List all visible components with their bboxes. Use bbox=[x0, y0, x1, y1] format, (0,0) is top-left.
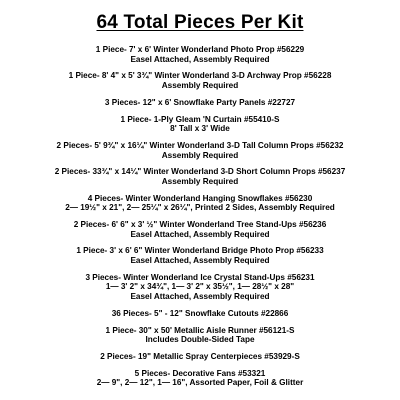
kit-item-detail: Easel Attached, Assembly Required bbox=[130, 256, 270, 265]
kit-item-heading: 2 Pieces- 33¾" x 14¼" Winter Wonderland 3-D Short Column Props #56237 bbox=[54, 167, 346, 177]
item-list bbox=[6, 45, 394, 395]
kit-item bbox=[6, 141, 394, 160]
kit-item bbox=[6, 220, 394, 239]
kit-item-heading: 5 Pieces- Decorative Fans #53321 bbox=[134, 368, 266, 378]
kit-item-heading: 1 Piece- 8' 4" x 5' 3¾" Winter Wonderland 3-D Archway Prop #56228 bbox=[68, 71, 332, 81]
kit-item-detail: Easel Attached, Assembly Required bbox=[130, 291, 270, 301]
kit-item-heading: 1 Piece- 7' x 6' Winter Wonderland Photo Prop #56229 bbox=[95, 45, 305, 54]
kit-item-heading: 2 Pieces- 6' 6" x 3' ½" Winter Wonderland Tree Stand-Ups #56236 bbox=[73, 220, 327, 230]
page-title: 64 Total Pieces Per Kit bbox=[96, 12, 304, 33]
kit-item bbox=[6, 194, 394, 213]
kit-item-detail: 2— 9", 2— 12", 1— 16", Assorted Paper, Foil & Glitter bbox=[96, 378, 304, 388]
kit-item bbox=[6, 98, 394, 108]
kit-item bbox=[6, 273, 394, 302]
kit-item-detail: Includes Double-Sided Tape bbox=[145, 335, 255, 345]
kit-item bbox=[6, 71, 394, 90]
kit-item-heading: 3 Pieces- Winter Wonderland Ice Crystal Stand-Ups #56231 bbox=[85, 272, 315, 282]
kit-item-heading: 4 Pieces- Winter Wonderland Hanging Snowflakes #56230 bbox=[87, 193, 313, 203]
kit-item-detail: Assembly Required bbox=[161, 80, 239, 90]
kit-item bbox=[6, 326, 394, 345]
kit-item-heading: 1 Piece- 3' x 6' 6" Winter Wonderland Bridge Photo Prop #56233 bbox=[76, 246, 324, 256]
kit-item-heading: 1 Piece- 30" x 50' Metallic Aisle Runner #56121-S bbox=[105, 325, 295, 335]
kit-item-detail: 2— 19½" x 21", 2— 25¼" x 26¼", Printed 2 Sides, Assembly Required bbox=[65, 203, 335, 213]
kit-item-detail: Assembly Required bbox=[161, 176, 239, 186]
kit-item bbox=[6, 167, 394, 186]
kit-item bbox=[6, 246, 394, 265]
kit-item bbox=[6, 45, 394, 64]
kit-item-heading: 1 Piece- 1-Ply Gleam 'N Curtain #55410-S bbox=[120, 114, 280, 124]
kit-item bbox=[6, 369, 394, 388]
kit-item-detail: 1— 3' 2" x 34¾", 1— 3' 2" x 35½", 1— 28½" x 28" bbox=[105, 282, 295, 292]
kit-item-heading: 36 Pieces- 5" - 12" Snowflake Cutouts #22866 bbox=[111, 308, 289, 318]
kit-item bbox=[6, 352, 394, 362]
kit-item-heading: 2 Pieces- 5' 9¾" x 16¼" Winter Wonderland 3-D Tall Column Props #56232 bbox=[56, 140, 344, 150]
kit-item-detail: Easel Attached, Assembly Required bbox=[130, 54, 270, 64]
kit-item-detail: 8' Tall x 3' Wide bbox=[170, 124, 230, 134]
kit-item bbox=[6, 115, 394, 134]
kit-item bbox=[6, 309, 394, 319]
kit-item-detail: Easel Attached, Assembly Required bbox=[130, 229, 270, 239]
kit-item-detail: Assembly Required bbox=[161, 150, 239, 160]
kit-item-heading: 3 Pieces- 12" x 6' Snowflake Party Panels #22727 bbox=[104, 97, 296, 107]
kit-item-heading: 2 Pieces- 19" Metallic Spray Centerpieces #53929-S bbox=[100, 351, 300, 361]
